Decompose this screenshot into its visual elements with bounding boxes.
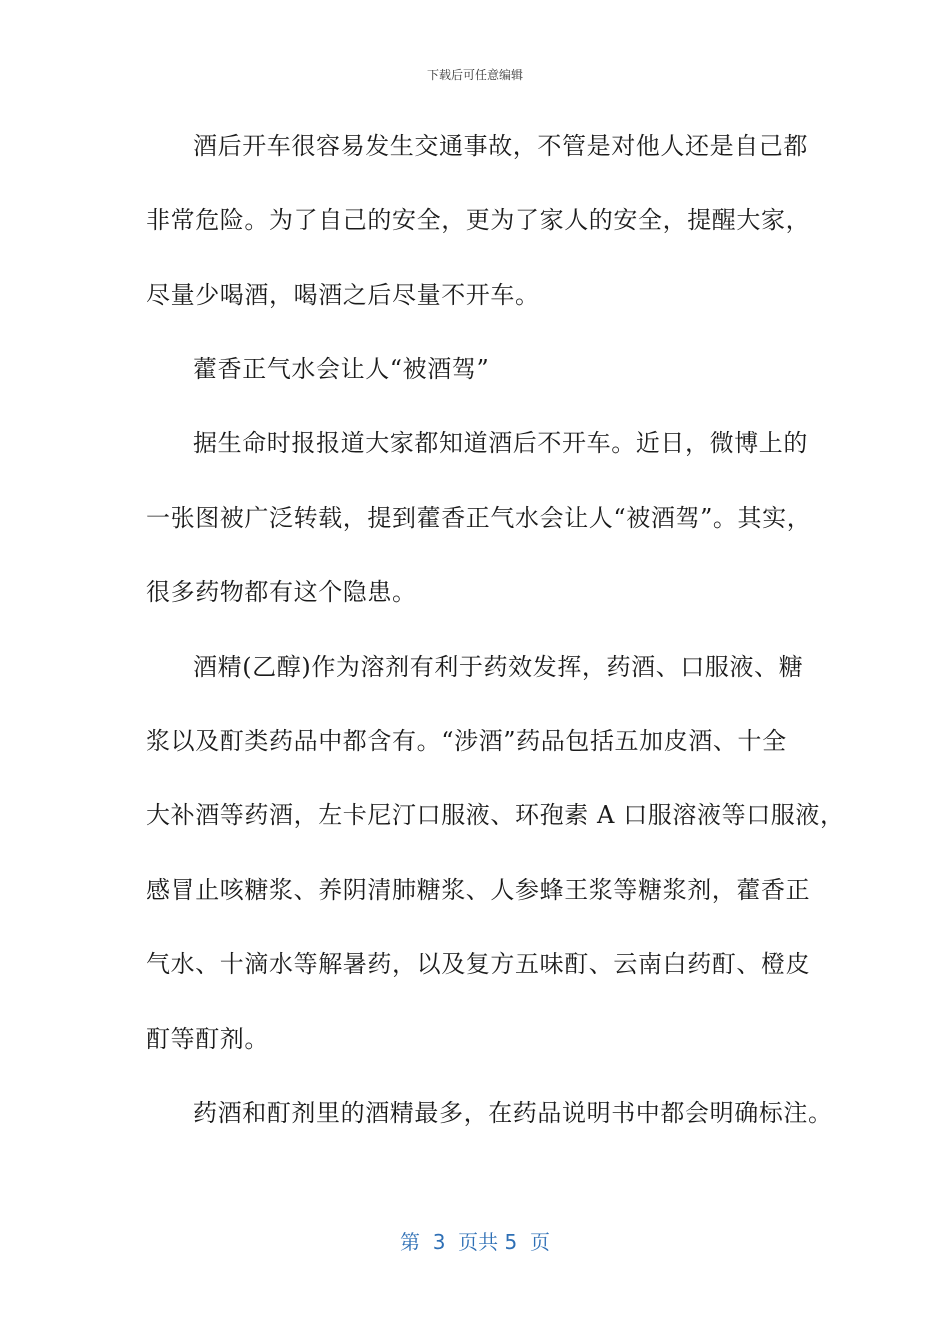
paragraph-line: 非常危险。为了自己的安全，更为了家人的安全，提醒大家，	[146, 206, 811, 234]
paragraph-line: 一张图被广泛转载，提到藿香正气水会让人“被酒驾”。其实，	[146, 504, 812, 532]
paragraph-line: 尽量少喝酒，喝酒之后尽量不开车。	[146, 281, 540, 309]
paragraph-line: 浆以及酊类药品中都含有。“涉酒”药品包括五加皮酒、十全	[146, 727, 787, 755]
paragraph-line: 大补酒等药酒，左卡尼汀口服液、环孢素 A 口服溶液等口服液，	[146, 801, 845, 829]
page-number: 第 3 页共 5 页	[400, 1230, 550, 1254]
paragraph-line: 据生命时报报道大家都知道酒后不开车。近日，微博上的	[193, 429, 808, 457]
paragraph-line: 酒后开车很容易发生交通事故，不管是对他人还是自己都	[193, 132, 808, 160]
paragraph-line: 酊等酊剂。	[146, 1025, 269, 1053]
paragraph-line: 感冒止咳糖浆、养阴清肺糖浆、人参蜂王浆等糖浆剂，藿香正	[146, 876, 811, 904]
section-heading: 藿香正气水会让人“被酒驾”	[193, 355, 490, 383]
page-header: 下载后可任意编辑	[426, 68, 523, 82]
paragraph-line: 气水、十滴水等解暑药，以及复方五味酊、云南白药酊、橙皮	[146, 950, 811, 978]
paragraph-line: 药酒和酊剂里的酒精最多，在药品说明书中都会明确标注。	[193, 1099, 833, 1127]
paragraph-line: 酒精(乙醇)作为溶剂有利于药效发挥，药酒、口服液、糖	[193, 653, 804, 681]
paragraph-line: 很多药物都有这个隐患。	[146, 578, 417, 606]
